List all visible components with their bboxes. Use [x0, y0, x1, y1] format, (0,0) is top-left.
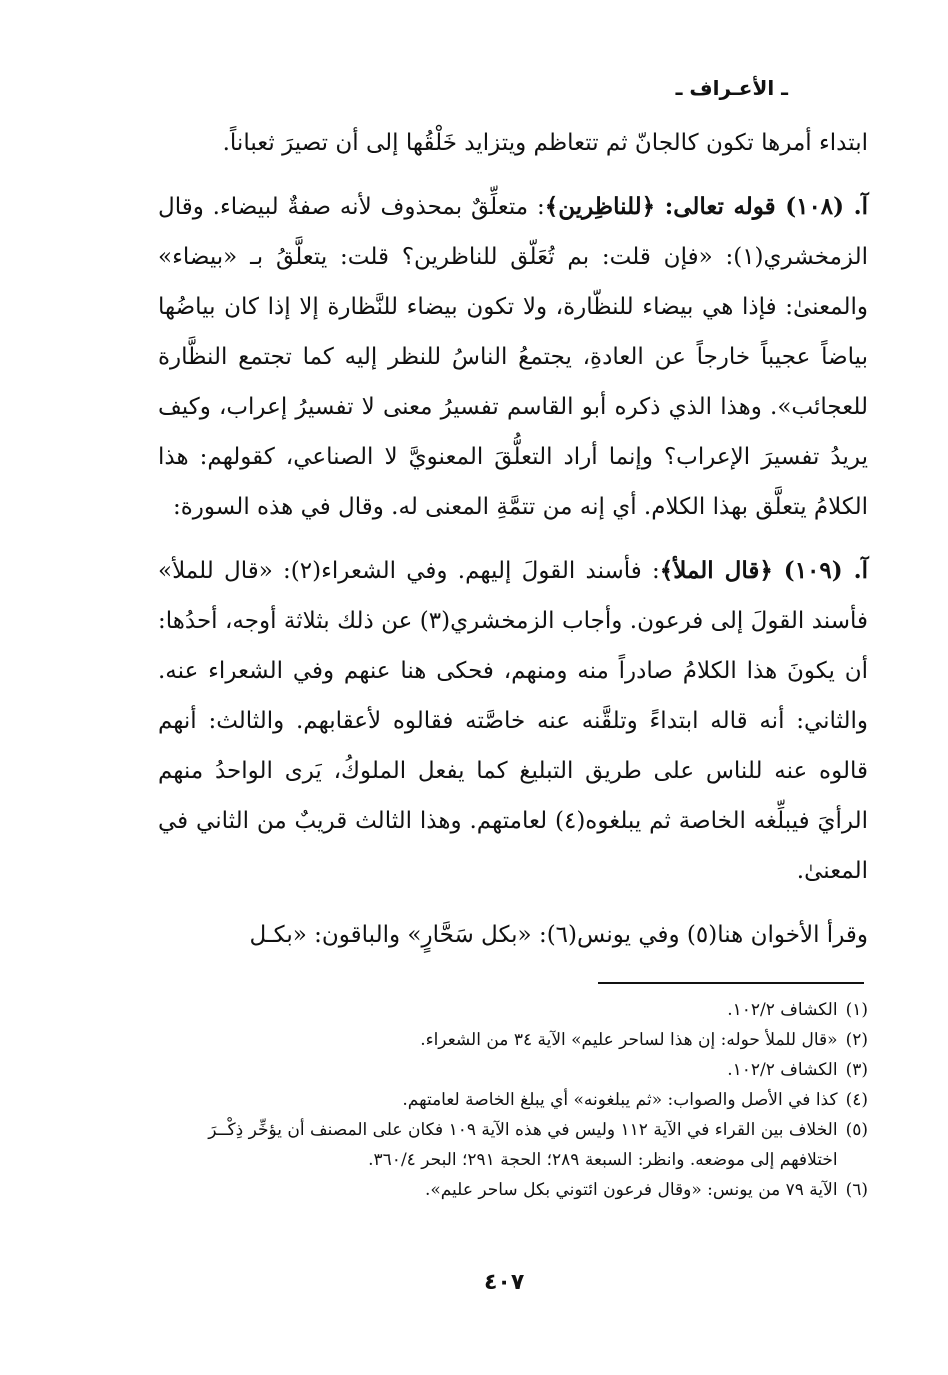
- footnote-number: (٦): [845, 1180, 868, 1200]
- footnote-item: [158, 1115, 868, 1175]
- paragraph-continuation: [158, 118, 868, 168]
- footnote-item: [158, 995, 868, 1025]
- main-text: [158, 118, 868, 960]
- verse-heading: آ. (١٠٨) قوله تعالى: ﴿للناظِرين﴾: [544, 193, 868, 220]
- footnote-item: [158, 1025, 868, 1055]
- paragraph-text: : فأسند القولَ إليهم. وفي الشعراء(٢): «قال للملأ» فأسند القولَ إلى فرعون. وأجاب الزمخشري(٣) عن ذلك بثلاثة أوجه، أحدُها: أن يكونَ هذا الكلامُ صادراً منه ومنهم، فحكى هنا عنهم وفي الشعراء عنه. والثاني: أنه قاله ابتداءً وتلقَّنه عنه خاصَّته فقالوه لأعقابهم. والثالث: أنهم قالوه عنه للناس على طريق التبليغ كما يفعل الملوكُ، يَرى الواحدُ منهم الرأيَ فيبلِّغه الخاصة ثم يبلغوه(٤) لعامتهم. وهذا الثالث قريبٌ من الثاني في المعنىٰ.: [158, 558, 869, 884]
- footnote-text: الخلاف بين القراء في الآية ١١٢ وليس في هذه الآية ١٠٩ فكان على المصنف أن يؤخِّر ذِكْــرَ اختلافهم إلى موضعه. وانظر: السبعة ٢٨٩؛ الحجة ٢٩١؛ البحر ٣٦٠/٤.: [208, 1120, 838, 1170]
- footnote-number: (٤): [845, 1090, 868, 1110]
- footnote-text: الكشاف ١٠٢/٢.: [727, 1060, 838, 1080]
- footnote-number: (٣): [845, 1060, 868, 1080]
- paragraph-verse-108: [158, 182, 868, 532]
- footnote-number: (٢): [845, 1030, 868, 1050]
- footnote-item: [158, 1055, 868, 1085]
- footnote-text: «قال للملأ حوله: إن هذا لساحر عليم» الآية ٣٤ من الشعراء.: [420, 1030, 838, 1050]
- paragraph-verse-109: [158, 546, 868, 896]
- paragraph-text: وقرأ الأخوان هنا(٥) وفي يونس(٦): «بكل سَحَّارٍ» والباقون: «بكـل: [249, 922, 868, 948]
- page-number: ٤٠٧: [484, 1270, 525, 1295]
- verse-heading: آ. (١٠٩) ﴿قال الملأ﴾: [659, 557, 868, 584]
- footnote-item: [158, 1175, 868, 1205]
- footnote-item: [158, 1085, 868, 1115]
- footnote-number: (١): [845, 1000, 868, 1020]
- footnote-text: الكشاف ١٠٢/٢.: [727, 1000, 838, 1020]
- footnotes: [158, 995, 868, 1205]
- paragraph-readings: [158, 910, 868, 960]
- paragraph-text: ابتداء أمرها تكون كالجانّ ثم تتعاظم ويتزايد خَلْقُها إلى أن تصيرَ ثعباناً.: [222, 130, 868, 156]
- footnote-text: كذا في الأصل والصواب: «ثم يبلغونه» أي يبلغ الخاصة لعامتهم.: [402, 1090, 838, 1110]
- footnote-separator: [598, 982, 864, 984]
- paragraph-text: : متعلِّقٌ بمحذوف لأنه صفةٌ لبيضاء. وقال الزمخشري(١): «فإن قلت: بم تُعَلّق للناظرين؟ قلت: يتعلَّقُ بـ «بيضاء» والمعنىٰ: فإذا هي بيضاء للنظّارة، ولا تكون بيضاء للنَّظارة إلا إذا كان بياضُها بياضاً عجيباً خارجاً عن العادةِ، يجتمعُ الناسُ للنظر إليه كما تجتمع النظَّارة للعجائب». وهذا الذي ذكره أبو القاسم تفسيرُ معنى لا تفسيرُ إعراب، وكيف يريدُ تفسيرَ الإعراب؟ وإنما أراد التعلُّقَ المعنويَّ لا الصناعي، كقولهم: هذا الكلامُ يتعلَّق بهذا الكلام. أي إنه من تتمَّةِ المعنى له. وقال في هذه السورة:: [158, 194, 868, 520]
- footnote-text: الآية ٧٩ من يونس: «وقال فرعون ائتوني بكل ساحر عليم».: [424, 1180, 838, 1200]
- footnote-number: (٥): [845, 1120, 868, 1140]
- running-header: ـ الأعـراف ـ: [675, 76, 788, 100]
